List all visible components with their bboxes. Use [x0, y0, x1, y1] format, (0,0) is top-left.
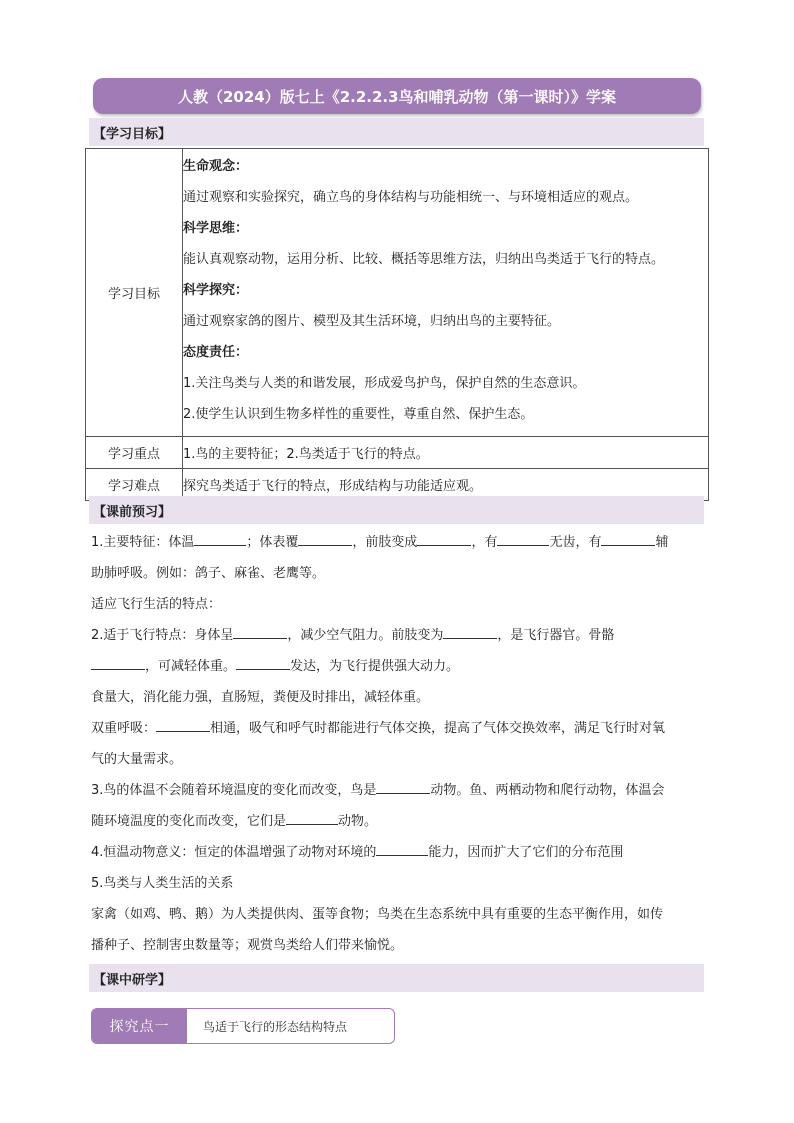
- fill-blank[interactable]: [376, 779, 430, 794]
- preview-respiration: 双重呼吸： 相通，吸气和呼气时都能进行气体交换，提高了气体交换效率，满足飞行时对氧: [91, 713, 705, 744]
- preview-item-3-cont: 随环境温度的变化而改变，它们是 动物。: [91, 806, 705, 837]
- fill-blank[interactable]: [443, 624, 497, 639]
- goal-line: 2.使学生认识到生物多样性的重要性，尊重自然、保护生态。: [183, 407, 534, 422]
- fill-blank[interactable]: [286, 810, 338, 825]
- goal-label: 学习目标: [86, 149, 183, 437]
- goal-line: 科学思维：: [183, 221, 249, 236]
- focus-label: 学习重点: [86, 437, 183, 469]
- probe-tag: 探究点一: [92, 1009, 187, 1043]
- preview-item-5: 5.鸟类与人类生活的关系: [91, 876, 234, 891]
- fill-blank[interactable]: [376, 841, 428, 856]
- difficulty-content: 探究鸟类适于飞行的特点，形成结构与功能适应观。: [183, 469, 709, 501]
- preview-respiration-cont: 气的大量需求。: [91, 752, 183, 767]
- fill-blank[interactable]: [194, 531, 246, 546]
- goal-content: [183, 149, 709, 437]
- goal-line: 1.关注鸟类与人类的和谐发展，形成爱鸟护鸟，保护自然的生态意识。: [183, 376, 586, 391]
- goal-line: 生命观念：: [183, 159, 249, 174]
- difficulty-label: 学习难点: [86, 469, 183, 501]
- focus-row: [86, 437, 709, 469]
- fill-blank[interactable]: [417, 531, 471, 546]
- goal-line: 科学探究：: [183, 283, 249, 298]
- section-heading-inclass: 【课中研学】: [89, 964, 704, 992]
- preview-item-4: 4.恒温动物意义：恒定的体温增强了动物对环境的 能力，因而扩大了它们的分布范围: [91, 837, 705, 868]
- preview-relation: 家禽（如鸡、鸭、鹅）为人类提供肉、蛋等食物；鸟类在生态系统中具有重要的生态平衡作用，如传: [91, 907, 664, 922]
- goal-line: 通过观察家鸽的图片、模型及其生活环境，归纳出鸟的主要特征。: [183, 314, 561, 329]
- goal-line: 能认真观察动物，运用分析、比较、概括等思维方法，归纳出鸟类适于飞行的特点。: [183, 252, 665, 267]
- fill-blank[interactable]: [236, 655, 290, 670]
- fill-blank[interactable]: [156, 717, 210, 732]
- preview-item-3: 3.鸟的体温不会随着环境温度的变化而改变，鸟是 动物。鱼、两栖动物和爬行动物，体温会: [91, 775, 705, 806]
- preview-item-2: 2.适于飞行特点：身体呈 ，减少空气阻力。前肢变为 ，是飞行器官。骨骼: [91, 620, 705, 651]
- section-heading-goals: 【学习目标】: [89, 118, 704, 146]
- fill-blank[interactable]: [233, 624, 287, 639]
- fill-blank[interactable]: [91, 655, 145, 670]
- focus-content: 1.鸟的主要特征；2.鸟类适于飞行的特点。: [183, 437, 709, 469]
- fill-blank[interactable]: [497, 531, 549, 546]
- goals-table: [85, 148, 709, 501]
- goal-line: 通过观察和实验探究，确立鸟的身体结构与功能相统一、与环境相适应的观点。: [183, 190, 639, 205]
- document-title: 人教（2024）版七上《2.2.2.3鸟和哺乳动物（第一课时）》学案: [93, 78, 701, 114]
- preview-item-2-cont: ，可减轻体重。 发达，为飞行提供强大动力。: [91, 651, 705, 682]
- goals-row: [86, 149, 709, 437]
- probe-box: [91, 1008, 395, 1044]
- preview-digestion: 食量大，消化能力强，直肠短，粪便及时排出，减轻体重。: [91, 690, 430, 705]
- section-heading-preview: 【课前预习】: [89, 496, 704, 524]
- probe-text: 鸟适于飞行的形态结构特点: [203, 1019, 348, 1034]
- fill-blank[interactable]: [298, 531, 352, 546]
- preview-subheading: 适应飞行生活的特点：: [91, 597, 222, 612]
- preview-relation-cont: 播种子、控制害虫数量等；观赏鸟类给人们带来愉悦。: [91, 938, 404, 953]
- fill-blank[interactable]: [601, 531, 655, 546]
- preview-item-1: 1.主要特征：体温 ；体表覆 ，前肢变成 ，有 无齿，有 辅: [91, 527, 705, 558]
- goal-line: 态度责任：: [183, 345, 249, 360]
- preview-item-1-cont: 助肺呼吸。例如：鸽子、麻雀、老鹰等。: [91, 566, 326, 581]
